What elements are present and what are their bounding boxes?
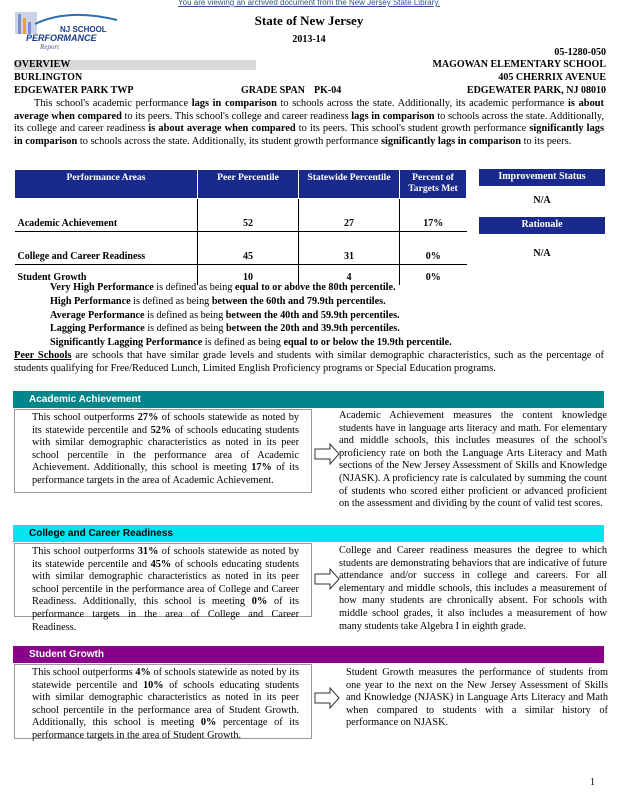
improvement-status-value: N/A bbox=[533, 195, 551, 206]
col-peer-percentile: Peer Percentile bbox=[198, 170, 299, 199]
area-cell: College and Career Readiness bbox=[15, 232, 198, 265]
table-row bbox=[15, 232, 467, 265]
school-year: 2013-14 bbox=[292, 34, 326, 45]
col-performance-areas: Performance Areas bbox=[15, 170, 198, 199]
state-cell: 31 bbox=[299, 232, 400, 265]
state-cell: 27 bbox=[299, 199, 400, 232]
definition-line: Lagging Performance is defined as being between the 20th and 39.9th percentiles. bbox=[50, 323, 400, 335]
district-name: EDGEWATER PARK TWP bbox=[14, 85, 134, 96]
student-growth-description: Student Growth measures the performance of students from one year to the next on the New Jersey Assessment of Skills and Knowledge (NJASK) in Language Arts Literacy and Math when compared to students with a similar history of performance on NJASK. bbox=[346, 667, 608, 729]
rationale-value: N/A bbox=[533, 248, 551, 259]
page-title: State of New Jersey bbox=[254, 13, 364, 28]
student-growth-summary: This school outperforms 4% of schools statewide as noted by its statewide percentile and 10% of schools educating students with similar demographic characteristics as noted in its peer school percentile in the performance area of Student Growth. Additionally, this school is meeting 0% percentage of its performance targets in the area of Student Growth. bbox=[14, 664, 312, 739]
targets-cell: 17% bbox=[400, 199, 467, 232]
college-career-summary: This school outperforms 31% of schools statewide as noted by its statewide percentile and 45% of schools educating students with similar demographic characteristics as noted in its peer school percentile in the performance area of College and Career Readiness. Additionally, this school is meeting 0% of its performance targets in the area of College and Career Readiness. bbox=[14, 543, 312, 617]
right-arrow-icon bbox=[314, 443, 340, 465]
school-address-line1: 405 CHERRIX AVENUE bbox=[498, 72, 606, 83]
overview-label: OVERVIEW bbox=[14, 59, 71, 70]
state-cell: 4 bbox=[299, 265, 400, 286]
improvement-status-header: Improvement Status bbox=[479, 169, 605, 186]
area-cell: Student Growth bbox=[17, 272, 87, 283]
col-statewide-percentile: Statewide Percentile bbox=[299, 170, 400, 199]
archive-banner-link[interactable]: You are viewing an archived document from the New Jersey State Library. bbox=[178, 0, 440, 7]
definition-line: Significantly Lagging Performance is defined as being equal to or below the 19.9th percentile. bbox=[50, 337, 452, 349]
performance-definitions bbox=[50, 281, 452, 350]
peer-cell: 10 bbox=[198, 265, 299, 286]
col-targets-met: Percent of Targets Met bbox=[400, 170, 467, 199]
targets-cell: 0% bbox=[400, 265, 467, 286]
school-name: MAGOWAN ELEMENTARY SCHOOL bbox=[432, 59, 606, 70]
area-cell: Academic Achievement bbox=[15, 199, 198, 232]
section-header-college-career-readiness: College and Career Readiness bbox=[13, 525, 604, 542]
grade-span-label: GRADE SPAN bbox=[241, 85, 305, 96]
definition-line: Average Performance is defined as being between the 40th and 59.9th percentiles. bbox=[50, 309, 400, 321]
page-number: 1 bbox=[590, 777, 595, 788]
peer-schools-note: Peer Schools are schools that have similar grade levels and students with similar demographic characteristics, such as the percentage of students qualifying for Free/Reduced Lunch, Limited English Proficiency programs or Special Education programs. bbox=[14, 350, 604, 374]
summary-paragraph: This school's academic performance lags in comparison to schools across the state. Additionally, its academic performance is about average when compared to its peers. This school's college and career readiness lags in comparison to schools across the state. Additionally, its college and career readiness is about average when compared to its peers. This school's student growth performance significantly lags in comparison to schools across the state. Additionally, its student growth performance significantly lags in comparison to its peers. bbox=[14, 98, 605, 147]
academic-achievement-description: Academic Achievement measures the content knowledge students have in language arts literacy and math. For elementary and middle schools, this includes measures of the school's proficiency rate on both the Language Arts Literacy and Math sections of the New Jersey Assessment of Skills and Knowledge (NJASK). A proficiency rate is calculated by summing the count of students who scored either proficient or advanced proficient on the assessment and dividing by the count of valid test scores. bbox=[339, 410, 607, 510]
school-address-line2: EDGEWATER PARK, NJ 08010 bbox=[466, 85, 606, 96]
rationale-header: Rationale bbox=[479, 217, 605, 234]
grade-span-value: PK-04 bbox=[314, 85, 342, 96]
right-arrow-icon bbox=[314, 568, 340, 590]
logo-text-report: Report bbox=[40, 43, 60, 51]
right-arrow-icon bbox=[314, 687, 340, 709]
definition-line: High Performance is defined as being between the 60th and 79.9th percentiles. bbox=[50, 295, 386, 307]
definition-line: Very High Performance is defined as being equal to or above the 80th percentile. bbox=[50, 282, 396, 293]
logo-text-nj-school: NJ SCHOOL bbox=[60, 25, 107, 34]
school-code: 05-1280-050 bbox=[554, 47, 606, 58]
logo-text-performance: PERFORMANCE bbox=[26, 33, 97, 43]
academic-achievement-summary: This school outperforms 27% of schools statewide as noted by its statewide percentile and 52% of schools educating students with similar demographic characteristics as noted in its peer school percentile in the performance area of Academic Achievement. Additionally, this school is meeting 17% of its performance targets in the area of Academic Achievement. bbox=[14, 409, 312, 493]
county-name: BURLINGTON bbox=[14, 72, 83, 83]
performance-table bbox=[14, 169, 467, 285]
section-header-student-growth: Student Growth bbox=[13, 646, 604, 663]
peer-cell: 45 bbox=[198, 232, 299, 265]
peer-cell: 52 bbox=[198, 199, 299, 232]
section-header-academic-achievement: Academic Achievement bbox=[13, 391, 604, 408]
table-row bbox=[15, 199, 467, 232]
targets-cell: 0% bbox=[400, 232, 467, 265]
college-career-description: College and Career readiness measures the degree to which students are demonstrating behaviors that are indicative of future attendance and/or success in college and careers. For all elementary and middle schools, this includes a measurement of how many students are chronically absent. For schools with middle school grades, it also includes a measurement of how many students take Algebra I in eighth grade. bbox=[339, 545, 607, 632]
